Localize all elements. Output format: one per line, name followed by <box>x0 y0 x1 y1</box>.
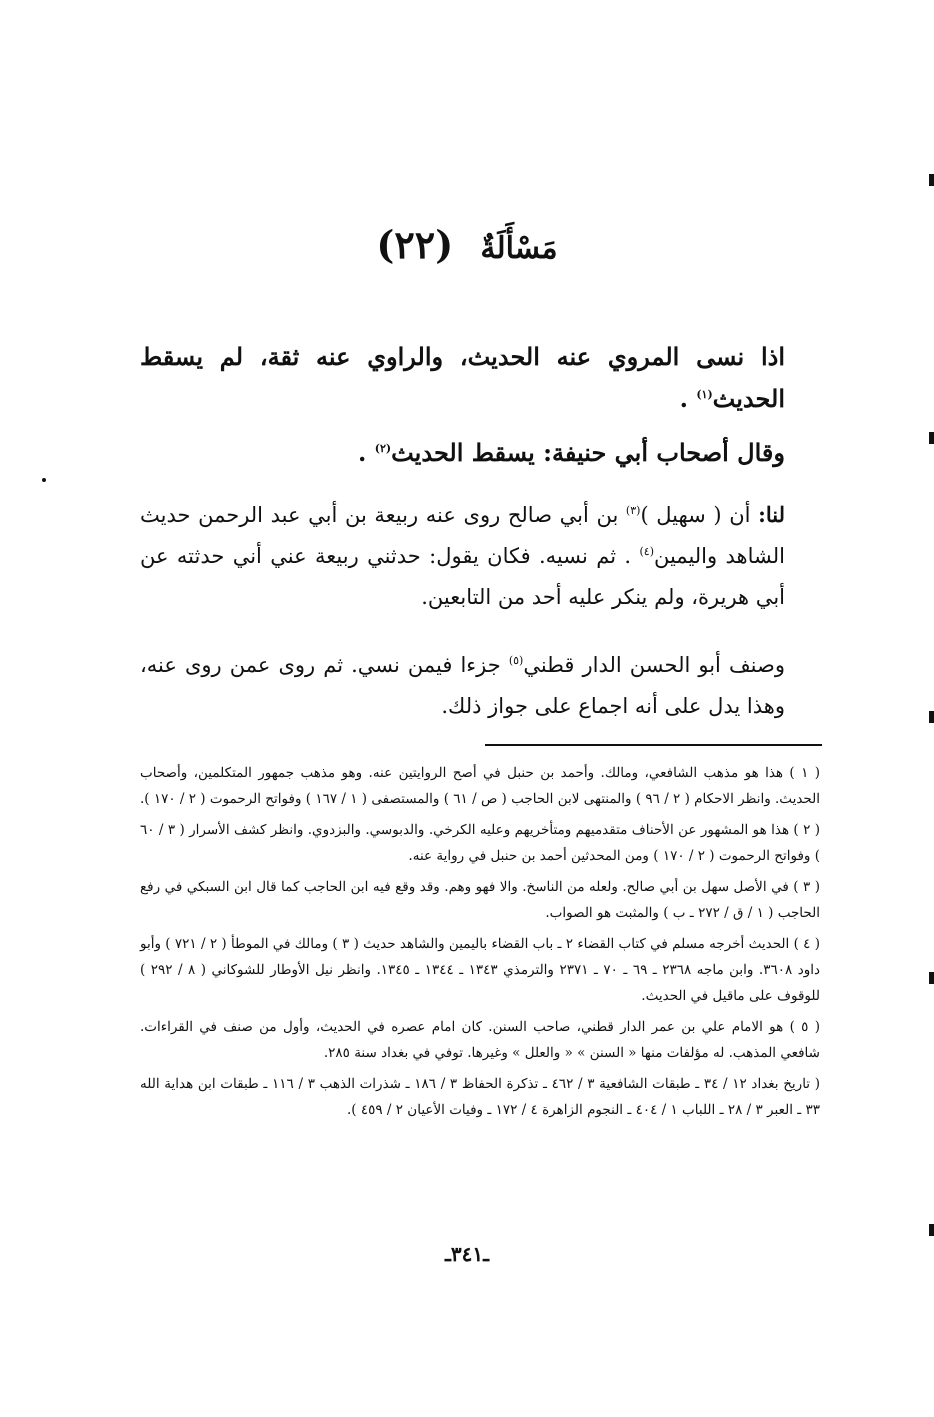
hanafi-position-end: . <box>358 438 367 467</box>
darqutni-paragraph <box>140 645 785 727</box>
footnote-2: ( ٢ ) هذا هو المشهور عن الأحناف متقدميهم ومتأخريهم وعليه الكرخي. والدبوسي. والبزدوي. وانظر كشف الأسرار ( ٣ / ٦٠ ) وفواتح الرحموت ( ٢ / ١٧٠ ) ومن المحدثين أحمد بن حنبل في رواية عنه. <box>140 822 821 864</box>
margin-mark <box>929 1224 934 1236</box>
section-title <box>0 222 934 267</box>
argument-text-a: أن ( سهيل ) <box>640 503 751 527</box>
section-number: (٢٢) <box>376 222 454 267</box>
issue-statement-text: اذا نسى المروي عنه الحديث، والراوي عنه ثقة، لم يسقط الحديث <box>140 342 785 413</box>
darqutni-text-b: جزءا فيمن نسي. ثم روى عمن روى عنه، وهذا يدل على أنه اجماع على جواز ذلك. <box>140 653 785 718</box>
footnote-5: ( ٥ ) هو الامام علي بن عمر الدار قطني، صاحب السنن. كان امام عصره في الحديث، وأول من صنف في القراءات. شافعي المذهب. له مؤلفات منها « السنن » « والعلل » وغيرها. توفي في بغداد سنة ٢٨٥. <box>140 1019 820 1061</box>
hanafi-position <box>140 432 785 474</box>
margin-mark <box>929 972 934 984</box>
argument-lead: لنا: <box>758 502 785 527</box>
hanafi-position-text: وقال أصحاب أبي حنيفة: يسقط الحديث <box>391 438 785 467</box>
footnote-ref-5: (٥) <box>508 654 524 667</box>
footnote-ref-1: (١) <box>696 388 713 401</box>
footnote-ref-2: (٢) <box>374 442 392 455</box>
argument-paragraph <box>140 494 785 618</box>
margin-mark <box>929 711 934 723</box>
footnote-3: ( ٣ ) في الأصل سهل بن أبي صالح. ولعله من الناسخ. والا فهو وهم. وقد وقع فيه ابن الحاجب كما قال ابن السبكي في رفع الحاجب ( ١ / ق / ٢٧٢ ـ ب ) والمثبت هو الصواب. <box>140 879 821 921</box>
darqutni-text-a: وصنف أبو الحسن الدار قطني <box>523 653 785 677</box>
issue-statement <box>140 336 785 420</box>
issue-statement-end: . <box>679 384 688 413</box>
footnote-5-sources: ( تاريخ بغداد ١٢ / ٣٤ ـ طبقات الشافعية ٣ / ٤٦٢ ـ تذكرة الحفاظ ٣ / ١٨٦ ـ شذرات الذهب ٣ / ١١٦ ـ طبقات ابن هداية الله ٣٣ ـ العبر ٣ / ٢٨ ـ اللباب ١ / ٤٠٤ ـ النجوم الزاهرة ٤ / ١٧٢ ـ وفيات الأعيان ٢ / ٤٥٩ ). <box>140 1076 820 1118</box>
footnote-separator <box>485 744 822 746</box>
scan-speck <box>42 478 46 482</box>
footnote-ref-4: (٤) <box>639 545 654 558</box>
footnotes <box>140 760 820 1128</box>
argument-text-b: بن أبي صالح روى عنه ربيعة بن أبي عبد الرحمن حديث الشاهد واليمين <box>140 503 785 568</box>
footnote-ref-3: (٣) <box>625 504 641 517</box>
margin-mark <box>929 174 934 186</box>
footnote-1: ( ١ ) هذا هو مذهب الشافعي، ومالك. وأحمد بن حنبل في أصح الروايتين عنه. وهو مذهب جمهور المتكلمين، وأصحاب الحديث. وانظر الاحكام ( ٢ / ٩٦ ) والمنتهى لابن الحاجب ( ص / ٦١ ) والمستصفى ( ١ / ١٦٧ ) وفواتح الرحموت ( ٢ / ١٧٠ ). <box>139 765 820 807</box>
page-number: ـ٣٤١ـ <box>445 1242 489 1266</box>
section-word: مَسْأَلَةٌ <box>480 231 558 266</box>
margin-mark <box>929 432 934 444</box>
footnote-4: ( ٤ ) الحديث أخرجه مسلم في كتاب القضاء ٢ ـ باب القضاء باليمين والشاهد حديث ( ٣ ) ومالك في الموطأ ( ٢ / ٧٢١ ) وأبو داود ٣٦٠٨. وابن ماجه ٢٣٦٨ ـ ٦٩ ـ ٧٠ ـ ٢٣٧١ والترمذي ١٣٤٣ ـ ١٣٤٤ ـ ١٣٤٥. وانظر نيل الأوطار للشوكاني ( ٨ / ٢٩٢ ) للوقوف على ماقيل في الحديث. <box>140 936 821 1004</box>
argument-text-c: . ثم نسيه. فكان يقول: حدثني ربيعة عني أني حدثته عن أبي هريرة، ولم ينكر عليه أحد من التابعين. <box>140 544 785 609</box>
